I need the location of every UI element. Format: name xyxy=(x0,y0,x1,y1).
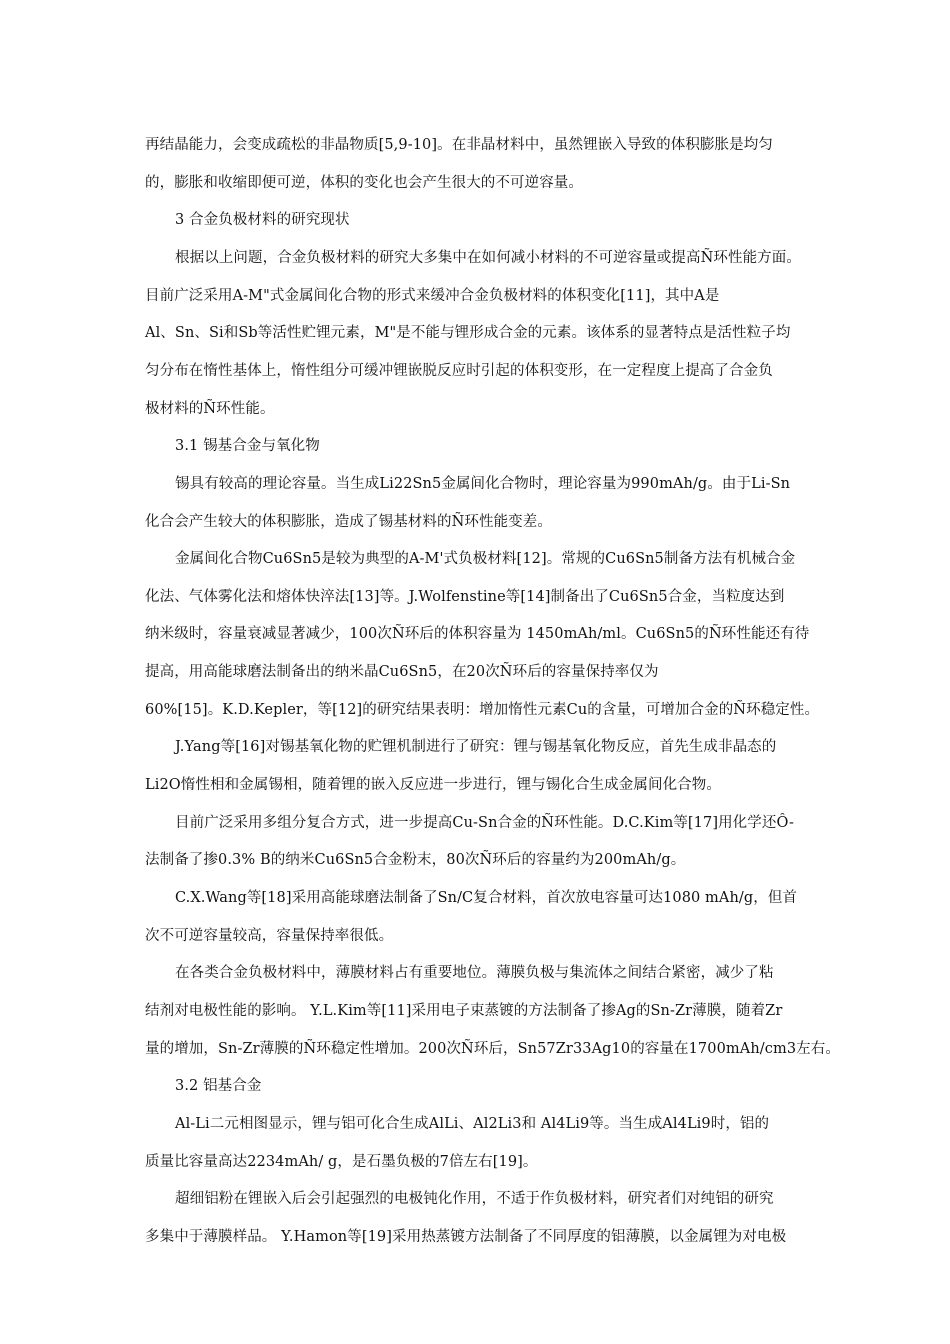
text-line: 3 合金负极材料的研究现状 xyxy=(175,212,350,228)
text-line: 匀分布在惰性基体上，惰性组分可缓冲锂嵌脱反应时引起的体积变形，在一定程度上提高了合金负 xyxy=(145,363,773,379)
text-line: Li2O惰性相和金属锡相，随着锂的嵌入反应进一步进行，锂与锡化合生成金属间化合物。 xyxy=(145,777,721,793)
text-line: C.X.Wang等[18]采用高能球磨法制备了Sn/C复合材料，首次放电容量可达1080 mAh/g，但首 xyxy=(175,890,798,906)
text-line: 提高，用高能球磨法制备出的纳米晶Cu6Sn5，在20次Ñ环后的容量保持率仅为 xyxy=(145,664,659,680)
text-line: 极材料的Ñ环性能。 xyxy=(145,401,275,417)
text-line: 60%[15]。K.D.Kepler，等[12]的研究结果表明：增加惰性元素Cu的含量，可增加合金的Ñ环稳定性。 xyxy=(145,702,820,718)
text-line: 多集中于薄膜样品。 Y.Hamon等[19]采用热蒸镀方法制备了不同厚度的铝薄膜，以金属锂为对电极 xyxy=(145,1229,787,1245)
text-line: 次不可逆容量较高，容量保持率很低。 xyxy=(145,928,394,944)
text-line: 3.2 铝基合金 xyxy=(175,1078,262,1094)
text-line: 3.1 锡基合金与氧化物 xyxy=(175,438,320,454)
text-line: 超细铝粉在锂嵌入后会引起强烈的电极钝化作用，不适于作负极材料，研究者们对纯铝的研究 xyxy=(175,1191,774,1207)
text-line: 金属间化合物Cu6Sn5是较为典型的A-M'式负极材料[12]。常规的Cu6Sn5制备方法有机械合金 xyxy=(175,551,796,567)
text-line: 目前广泛采用A-M"式金属间化合物的形式来缓冲合金负极材料的体积变化[11]，其中A是 xyxy=(145,288,720,304)
text-line: 根据以上问题，合金负极材料的研究大多集中在如何减小材料的不可逆容量或提高Ñ环性能方面。 xyxy=(175,250,801,266)
text-line: 化合会产生较大的体积膨胀，造成了锡基材料的Ñ环性能变差。 xyxy=(145,514,552,530)
text-line: 再结晶能力，会变成疏松的非晶物质[5,9-10]。在非晶材料中，虽然锂嵌入导致的体积膨胀是均匀 xyxy=(145,137,773,153)
text-line: 量的增加，Sn-Zr薄膜的Ñ环稳定性增加。200次Ñ环后，Sn57Zr33Ag10的容量在1700mAh/cm3左右。 xyxy=(145,1041,840,1057)
text-line: Al-Li二元相图显示，锂与铝可化合生成AlLi、Al2Li3和 Al4Li9等。当生成Al4Li9时，铝的 xyxy=(175,1116,770,1132)
text-line: 质量比容量高达2234mAh/ g，是石墨负极的7倍左右[19]。 xyxy=(145,1154,538,1170)
text-line: 目前广泛采用多组分复合方式，进一步提高Cu-Sn合金的Ñ环性能。D.C.Kim等[17]用化学还Ô- xyxy=(175,815,794,831)
text-line: 锡具有较高的理论容量。当生成Li22Sn5金属间化合物时，理论容量为990mAh/g。由于Li-Sn xyxy=(175,476,791,492)
text-line: J.Yang等[16]对锡基氧化物的贮锂机制进行了研究：锂与锡基氧化物反应，首先生成非晶态的 xyxy=(175,739,777,755)
text-line: 法制备了掺0.3% B的纳米Cu6Sn5合金粉末，80次Ñ环后的容量约为200mAh/g。 xyxy=(145,852,686,868)
text-line: 化法、气体雾化法和熔体快淬法[13]等。J.Wolfenstine等[14]制备出了Cu6Sn5合金，当粒度达到 xyxy=(145,589,785,605)
text-line: 结剂对电极性能的影响。 Y.L.Kim等[11]采用电子束蒸镀的方法制备了掺Ag的Sn-Zr薄膜，随着Zr xyxy=(145,1003,783,1019)
text-line: 的，膨胀和收缩即便可逆，体积的变化也会产生很大的不可逆容量。 xyxy=(145,175,583,191)
text-line: 纳米级时，容量衰减显著减少，100次Ñ环后的体积容量为 1450mAh/ml。Cu6Sn5的Ñ环性能还有待 xyxy=(145,626,810,642)
text-line: Al、Sn、Si和Sb等活性贮锂元素，M"是不能与锂形成合金的元素。该体系的显著特点是活性粒子均 xyxy=(145,325,791,341)
text-line: 在各类合金负极材料中，薄膜材料占有重要地位。薄膜负极与集流体之间结合紧密，减少了粘 xyxy=(175,965,774,981)
